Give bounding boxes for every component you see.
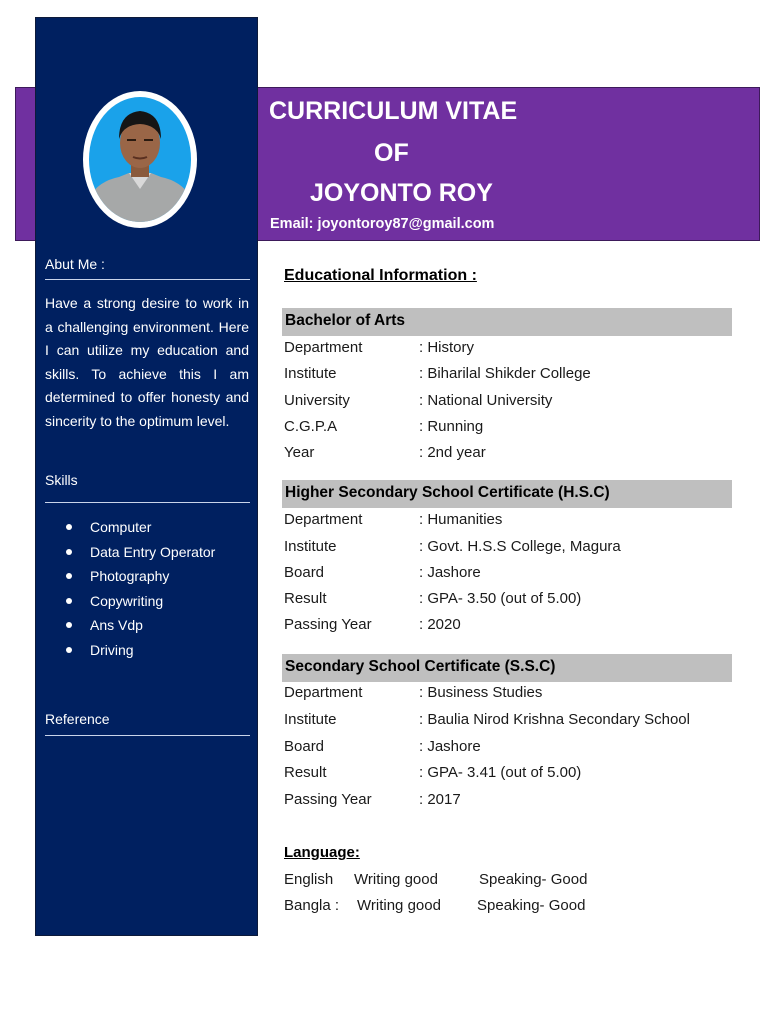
bullet-icon (66, 622, 72, 628)
about-me-label: Abut Me : (45, 256, 105, 272)
cv-title-of: OF (374, 139, 409, 167)
language-name: English (284, 871, 334, 888)
bullet-icon (66, 549, 72, 555)
skill-item: Data Entry Operator (66, 540, 215, 565)
skills-list (66, 515, 215, 663)
degree-title-bar (282, 308, 732, 336)
degree-title: Bachelor of Arts (285, 312, 406, 329)
bullet-icon (66, 573, 72, 579)
degree-title-bar (282, 654, 732, 682)
skill-item: Copywriting (66, 589, 215, 614)
language-name: Bangla : (284, 897, 340, 914)
about-me-text: Have a strong desire to work in a challenging environment. Here I can utilize my education and skills. To achieve this I am determined to offer honesty and sincerity to the optimum level. (45, 295, 249, 429)
person-silhouette-icon (89, 97, 191, 222)
degree-title-bar (282, 480, 732, 508)
profile-photo (83, 91, 197, 228)
language-speaking: Speaking- Good (479, 871, 588, 888)
profile-photo-image (89, 97, 191, 222)
bullet-icon (66, 598, 72, 604)
cv-title: CURRICULUM VITAE (269, 97, 518, 125)
education-heading: Educational Information : (284, 267, 477, 284)
skills-divider (45, 502, 250, 503)
reference-divider (45, 735, 250, 736)
skills-label: Skills (45, 472, 78, 488)
skill-item: Computer (66, 515, 215, 540)
cv-name: JOYONTO ROY (310, 179, 493, 207)
language-writing: Writing good (354, 871, 438, 888)
skill-item: Driving (66, 638, 215, 663)
language-writing: Writing good (357, 897, 441, 914)
language-speaking: Speaking- Good (477, 897, 586, 914)
degree-title: Secondary School Certificate (S.S.C) (285, 658, 556, 675)
skill-item: Photography (66, 564, 215, 589)
email-address[interactable]: Email: joyontoroy87@gmail.com (270, 216, 495, 232)
about-me-divider (45, 279, 250, 280)
degree-title: Higher Secondary School Certificate (H.S.C) (285, 484, 610, 501)
bullet-icon (66, 647, 72, 653)
language-heading: Language: (284, 844, 360, 861)
skill-item: Ans Vdp (66, 613, 215, 638)
bullet-icon (66, 524, 72, 530)
reference-label: Reference (45, 711, 110, 727)
